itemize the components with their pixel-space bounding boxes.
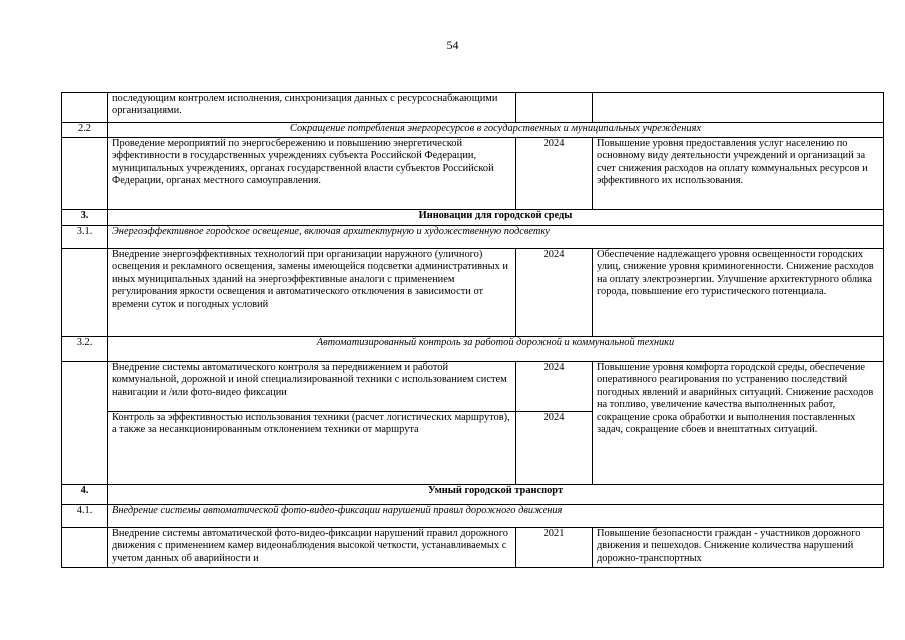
section-title: Автоматизированный контроль за работой дорожной и коммунальной техники [108,337,884,362]
section-number: 2.2 [62,123,108,138]
row-number-cell [62,528,108,568]
table-row [62,138,884,210]
section-number: 4. [62,485,108,505]
measure-description: последующим контролем исполнения, синхронизация данных с ресурсоснабжающими организациями. [108,93,516,123]
table-row [62,93,884,123]
table-row [62,362,884,412]
year-cell: 2024 [516,138,593,210]
year-cell [516,93,593,123]
page-number: 54 [446,38,459,52]
section-title: Внедрение системы автоматической фото-видео-фиксации нарушений правил дорожного движения [108,505,884,528]
section-row [62,505,884,528]
measure-description: Внедрение системы автоматического контроля за передвижением и работой коммунальной, дорожной и иной специализированной техники с использованием систем навигации и /или фото-видео фиксации [108,362,516,412]
section-row [62,485,884,505]
section-title: Сокращение потребления энергоресурсов в государственных и муниципальных учреждениях [108,123,884,138]
year-cell: 2021 [516,528,593,568]
section-row [62,123,884,138]
section-title: Умный городской транспорт [108,485,884,505]
section-number: 4.1. [62,505,108,528]
row-number-cell [62,138,108,210]
row-number-cell [62,93,108,123]
section-number: 3.1. [62,226,108,249]
row-number-cell [62,249,108,337]
result-description: Повышение безопасности граждан - участников дорожного движения и пешеходов. Снижение количества нарушений дорожно-транспортных [593,528,884,568]
table-row [62,249,884,337]
result-description: Повышение уровня комфорта городской среды, обеспечение оперативного реагирования по устранению последствий погодных явлений и аварийных ситуаций. Снижение расходов на топливо, увеличение качества выполненных работ, сокращение срока обработки и выполнения поставленных задач, сокращение сбоев и внештатных ситуаций. [593,362,884,485]
measure-description: Проведение мероприятий по энергосбережению и повышению энергетической эффективности в государственных учреждениях субъекта Российской Федерации, муниципальных учреждениях, органах государственной власти субъектов Российской Федерации, органах местного самоуправления. [108,138,516,210]
section-row [62,210,884,226]
measures-table [61,92,884,568]
section-title: Инновации для городской среды [108,210,884,226]
section-row [62,226,884,249]
section-number: 3.2. [62,337,108,362]
table-row [62,528,884,568]
result-description [593,93,884,123]
result-description: Обеспечение надлежащего уровня освещенности городских улиц, снижение уровня криминогенности. Снижение расходов на оплату электроэнергии. Улучшение архитектурного облика города, повышение его туристического потенциала. [593,249,884,337]
year-cell: 2024 [516,249,593,337]
result-description: Повышение уровня предоставления услуг населению по основному виду деятельности учреждений и организаций за счет снижения расходов на оплату коммунальных ресурсов и эффективного их использования. [593,138,884,210]
year-cell: 2024 [516,412,593,485]
measure-description: Внедрение энергоэффективных технологий при организации наружного (уличного) освещения и рекламного освещения, замены имеющейся подсветки административных и иных муниципальных зданий на энергоэффективные аналоги с применением регулирования яркости освещения и автоматического отключения в зависимости от времени суток и погодных условий [108,249,516,337]
section-number: 3. [62,210,108,226]
section-row [62,337,884,362]
year-cell: 2024 [516,362,593,412]
measure-description: Контроль за эффективностью использования техники (расчет логистических маршрутов), а также за несанкционированным отклонением техники от маршрута [108,412,516,485]
measure-description: Внедрение системы автоматической фото-видео-фиксации нарушений правил дорожного движения с применением камер видеонаблюдения высокой четкости, устанавливаемых с учетом данных об аварийности и [108,528,516,568]
row-number-cell [62,362,108,485]
section-title: Энергоэффективное городское освещение, включая архитектурную и художественную подсветку [108,226,884,249]
